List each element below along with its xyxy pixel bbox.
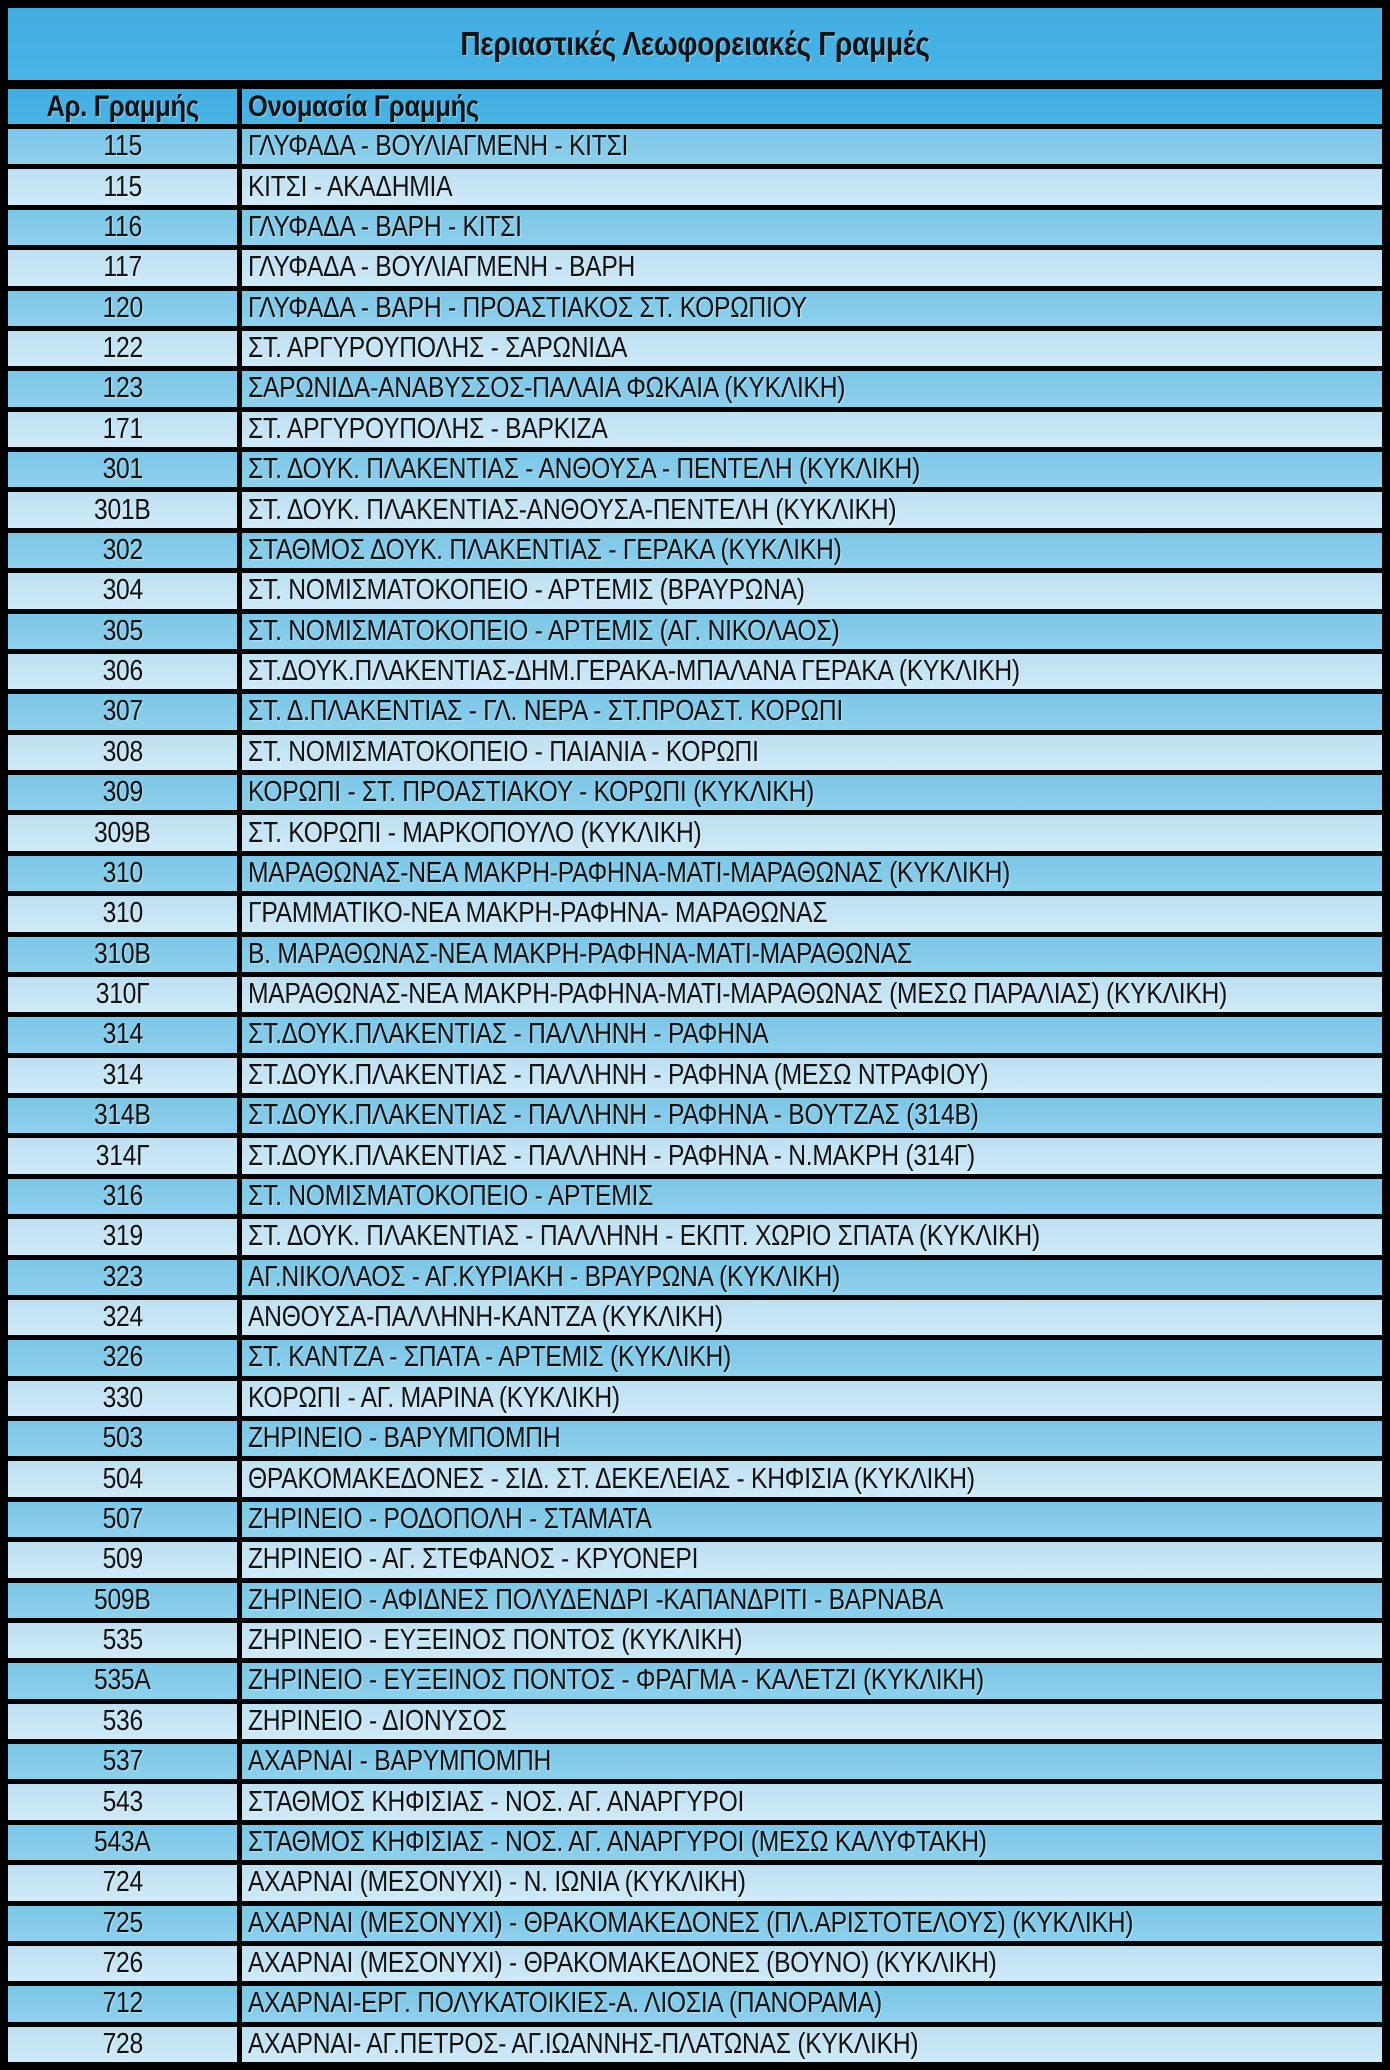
- line-number: 116: [103, 210, 142, 243]
- line-number-cell: [8, 977, 237, 1012]
- line-number: 310Β: [94, 937, 151, 970]
- line-name-cell: [242, 492, 1382, 527]
- table-row: [8, 250, 1382, 285]
- line-number-cell: [8, 1986, 237, 2021]
- line-name: ΣΤ. ΑΡΓΥΡΟΥΠΟΛΗΣ - ΣΑΡΩΝΙΔΑ: [248, 332, 628, 365]
- table-row: [8, 977, 1382, 1012]
- line-number-cell: [8, 1906, 237, 1941]
- line-number: 712: [102, 1987, 143, 2020]
- line-name: ΣΤ. ΝΟΜΙΣΜΑΤΟΚΟΠΕΙΟ - ΑΡΤΕΜΙΣ: [248, 1179, 654, 1212]
- line-name: ΑΧΑΡΝΑΙ-ΕΡΓ. ΠΟΛΥΚΑΤΟΙΚΙΕΣ-Α. ΛΙΟΣΙΑ (ΠΑΝΟΡΑΜΑ): [248, 1987, 882, 2020]
- table-body: [8, 129, 1382, 2062]
- line-number: 326: [102, 1341, 143, 1374]
- line-name-cell: [242, 291, 1382, 326]
- line-name-cell: [242, 614, 1382, 649]
- table-row: [8, 1300, 1382, 1335]
- line-number: 543Α: [94, 1825, 151, 1858]
- line-name-cell: [242, 1219, 1382, 1254]
- line-number-cell: [8, 1502, 237, 1537]
- line-name: ΣΤΑΘΜΟΣ ΔΟΥΚ. ΠΛΑΚΕΝΤΙΑΣ - ΓΕΡΑΚΑ (ΚΥΚΛΙΚΗ): [248, 533, 842, 566]
- line-name-cell: [242, 1784, 1382, 1819]
- line-number-cell: [8, 1623, 237, 1658]
- line-number: 314Γ: [95, 1139, 150, 1172]
- line-number-cell: [8, 1663, 237, 1698]
- line-name-cell: [242, 1179, 1382, 1214]
- table-row: [8, 129, 1382, 164]
- line-name: ΓΛΥΦΑΔΑ - ΒΟΥΛΙΑΓΜΕΝΗ - ΒΑΡΗ: [248, 251, 636, 284]
- line-name-cell: [242, 775, 1382, 810]
- line-name-cell: [242, 1744, 1382, 1779]
- line-name: ΑΧΑΡΝΑΙ (ΜΕΣΟΝΥΧΙ) - Ν. ΙΩΝΙΑ (ΚΥΚΛΙΚΗ): [248, 1866, 746, 1899]
- line-name: ΣΤ. ΝΟΜΙΣΜΑΤΟΚΟΠΕΙΟ - ΑΡΤΕΜΙΣ (ΑΓ. ΝΙΚΟΛΑΟΣ): [248, 614, 840, 647]
- line-name-cell: [242, 1300, 1382, 1335]
- line-number: 120: [102, 291, 143, 324]
- line-number-cell: [8, 1260, 237, 1295]
- line-name: ΣΤ. ΚΑΝΤΖΑ - ΣΠΑΤΑ - ΑΡΤΕΜΙΣ (ΚΥΚΛΙΚΗ): [248, 1341, 732, 1374]
- table-row: [8, 654, 1382, 689]
- line-number-cell: [8, 1865, 237, 1900]
- table-row: [8, 896, 1382, 931]
- line-name: ΣΤ. ΝΟΜΙΣΜΑΤΟΚΟΠΕΙΟ - ΑΡΤΕΜΙΣ (ΒΡΑΥΡΩΝΑ): [248, 574, 805, 607]
- line-name-cell: [242, 1461, 1382, 1496]
- line-name-cell: [242, 735, 1382, 770]
- line-number: 724: [102, 1866, 143, 1899]
- line-name-cell: [242, 977, 1382, 1012]
- line-number: 509: [102, 1543, 143, 1576]
- table-row: [8, 2027, 1382, 2062]
- table-row: [8, 1623, 1382, 1658]
- line-number: 314: [102, 1018, 143, 1051]
- line-number: 543: [102, 1785, 143, 1818]
- line-name: ΣΑΡΩΝΙΔΑ-ΑΝΑΒΥΣΣΟΣ-ΠΑΛΑΙΑ ΦΩΚΑΙΑ (ΚΥΚΛΙΚΗ): [248, 372, 846, 405]
- column-header-line-name: Ονομασία Γραμμής: [242, 89, 1382, 124]
- table-row: [8, 1825, 1382, 1860]
- line-name: ΣΤ. ΝΟΜΙΣΜΑΤΟΚΟΠΕΙΟ - ΠΑΙΑΝΙΑ - ΚΟΡΩΠΙ: [248, 735, 759, 768]
- line-name: ΓΡΑΜΜΑΤΙΚΟ-ΝΕΑ ΜΑΚΡΗ-ΡΑΦΗΝΑ- ΜΑΡΑΘΩΝΑΣ: [248, 897, 828, 930]
- line-number-cell: [8, 1784, 237, 1819]
- line-number-cell: [8, 1017, 237, 1052]
- table-row: [8, 291, 1382, 326]
- line-number-cell: [8, 169, 237, 204]
- line-number: 301: [102, 453, 143, 486]
- line-name: ΚΙΤΣΙ - ΑΚΑΔΗΜΙΑ: [248, 170, 453, 203]
- line-name-cell: [242, 1865, 1382, 1900]
- line-name: ΚΟΡΩΠΙ - ΑΓ. ΜΑΡΙΝΑ (ΚΥΚΛΙΚΗ): [248, 1381, 620, 1414]
- table-row: [8, 1017, 1382, 1052]
- line-number-cell: [8, 614, 237, 649]
- table-row: [8, 1663, 1382, 1698]
- line-name: ΖΗΡΙΝΕΙΟ - ΡΟΔΟΠΟΛΗ - ΣΤΑΜΑΤΑ: [248, 1502, 652, 1535]
- line-number-cell: [8, 1542, 237, 1577]
- line-name-cell: [242, 1058, 1382, 1093]
- line-name-cell: [242, 654, 1382, 689]
- line-name: ΑΧΑΡΝΑΙ (ΜΕΣΟΝΥΧΙ) - ΘΡΑΚΟΜΑΚΕΔΟΝΕΣ (ΒΟΥΝΟ) (ΚΥΚΛΙΚΗ): [248, 1947, 997, 1980]
- table-row: [8, 1098, 1382, 1133]
- line-number-cell: [8, 331, 237, 366]
- line-number-cell: [8, 1300, 237, 1335]
- line-name-cell: [242, 1825, 1382, 1860]
- line-name-cell: [242, 1017, 1382, 1052]
- table-row: [8, 1784, 1382, 1819]
- table-row: [8, 1260, 1382, 1295]
- line-number: 535: [102, 1624, 143, 1657]
- line-name-cell: [242, 1946, 1382, 1981]
- line-name: ΓΛΥΦΑΔΑ - ΒΟΥΛΙΑΓΜΕΝΗ - ΚΙΤΣΙ: [248, 130, 629, 163]
- line-number-cell: [8, 291, 237, 326]
- line-number: 117: [103, 251, 142, 284]
- line-name-cell: [242, 694, 1382, 729]
- line-number: 115: [103, 130, 142, 163]
- line-number: 537: [102, 1745, 143, 1778]
- table-row: [8, 1179, 1382, 1214]
- line-name: ΜΑΡΑΘΩΝΑΣ-ΝΕΑ ΜΑΚΡΗ-ΡΑΦΗΝΑ-ΜΑΤΙ-ΜΑΡΑΘΩΝΑΣ (ΚΥΚΛΙΚΗ): [248, 856, 1011, 889]
- line-number-cell: [8, 1421, 237, 1456]
- line-number-cell: [8, 775, 237, 810]
- table-row: [8, 694, 1382, 729]
- line-name: ΣΤ.ΔΟΥΚ.ΠΛΑΚΕΝΤΙΑΣ - ΠΑΛΛΗΝΗ - ΡΑΦΗΝΑ: [248, 1018, 769, 1051]
- table-row: [8, 1219, 1382, 1254]
- line-number-cell: [8, 533, 237, 568]
- line-name: ΓΛΥΦΑΔΑ - ΒΑΡΗ - ΠΡΟΑΣΤΙΑΚΟΣ ΣΤ. ΚΟΡΩΠΙΟΥ: [248, 291, 807, 324]
- line-name-cell: [242, 129, 1382, 164]
- line-number: 503: [102, 1422, 143, 1455]
- line-name-cell: [242, 250, 1382, 285]
- line-number-cell: [8, 856, 237, 891]
- line-number: 726: [102, 1947, 143, 1980]
- table-title-bar: [8, 8, 1382, 80]
- line-name: ΣΤ.ΔΟΥΚ.ΠΛΑΚΕΝΤΙΑΣ - ΠΑΛΛΗΝΗ - ΡΑΦΗΝΑ - Ν.ΜΑΚΡΗ (314Γ): [248, 1139, 975, 1172]
- line-name: ΖΗΡΙΝΕΙΟ - ΔΙΟΝΥΣΟΣ: [248, 1704, 507, 1737]
- line-number: 728: [102, 2027, 143, 2060]
- line-number: 305: [102, 614, 143, 647]
- table-row: [8, 1906, 1382, 1941]
- line-name-cell: [242, 856, 1382, 891]
- table-row: [8, 1340, 1382, 1375]
- line-number: 171: [102, 412, 143, 445]
- line-number-cell: [8, 492, 237, 527]
- line-number: 310Γ: [95, 978, 150, 1011]
- table-row: [8, 614, 1382, 649]
- page-title: Περιαστικές Λεωφορειακές Γραμμές: [460, 25, 930, 62]
- line-name: ΖΗΡΙΝΕΙΟ - ΑΦΙΔΝΕΣ ΠΟΛΥΔΕΝΔΡΙ -ΚΑΠΑΝΔΡΙΤΙ - ΒΑΡΝΑΒΑ: [248, 1583, 944, 1616]
- line-name-cell: [242, 452, 1382, 487]
- line-number: 123: [102, 372, 143, 405]
- table-row: [8, 937, 1382, 972]
- line-number: 306: [102, 655, 143, 688]
- line-name: ΜΑΡΑΘΩΝΑΣ-ΝΕΑ ΜΑΚΡΗ-ΡΑΦΗΝΑ-ΜΑΤΙ-ΜΑΡΑΘΩΝΑΣ (ΜΕΣΩ ΠΑΡΑΛΙΑΣ) (ΚΥΚΛΙΚΗ): [248, 978, 1228, 1011]
- line-number-cell: [8, 1340, 237, 1375]
- table-row: [8, 1461, 1382, 1496]
- line-name: ΑΓ.ΝΙΚΟΛΑΟΣ - ΑΓ.ΚΥΡΙΑΚΗ - ΒΡΑΥΡΩΝΑ (ΚΥΚΛΙΚΗ): [248, 1260, 841, 1293]
- line-name-cell: [242, 1583, 1382, 1618]
- line-number: 316: [102, 1179, 143, 1212]
- line-number-cell: [8, 1381, 237, 1416]
- line-name-cell: [242, 1502, 1382, 1537]
- line-name-cell: [242, 1623, 1382, 1658]
- table-row: [8, 533, 1382, 568]
- line-name-cell: [242, 412, 1382, 447]
- line-number-cell: [8, 1461, 237, 1496]
- line-name-cell: [242, 1098, 1382, 1133]
- table-row: [8, 169, 1382, 204]
- line-name-cell: [242, 371, 1382, 406]
- table-row: [8, 1058, 1382, 1093]
- line-number-cell: [8, 937, 237, 972]
- table-row: [8, 573, 1382, 608]
- line-name-cell: [242, 533, 1382, 568]
- line-name-cell: [242, 1704, 1382, 1739]
- line-number-cell: [8, 129, 237, 164]
- column-header-line-number: Αρ. Γραμμής: [8, 89, 237, 124]
- line-number: 507: [102, 1502, 143, 1535]
- table-row: [8, 1421, 1382, 1456]
- line-name: ΖΗΡΙΝΕΙΟ - ΒΑΡΥΜΠΟΜΠΗ: [248, 1422, 561, 1455]
- line-name: ΑΧΑΡΝΑΙ (ΜΕΣΟΝΥΧΙ) - ΘΡΑΚΟΜΑΚΕΔΟΝΕΣ (ΠΛ.ΑΡΙΣΤΟΤΕΛΟΥΣ) (ΚΥΚΛΙΚΗ): [248, 1906, 1134, 1939]
- line-number-cell: [8, 210, 237, 245]
- line-number: 314: [102, 1058, 143, 1091]
- table-row: [8, 371, 1382, 406]
- line-name-cell: [242, 1260, 1382, 1295]
- line-number: 319: [102, 1220, 143, 1253]
- table-row: [8, 1583, 1382, 1618]
- line-name: ΣΤ. ΑΡΓΥΡΟΥΠΟΛΗΣ - ΒΑΡΚΙΖΑ: [248, 412, 608, 445]
- table-row: [8, 1502, 1382, 1537]
- line-name: ΣΤ.ΔΟΥΚ.ΠΛΑΚΕΝΤΙΑΣ - ΠΑΛΛΗΝΗ - ΡΑΦΗΝΑ (ΜΕΣΩ ΝΤΡΑΦΙΟΥ): [248, 1058, 989, 1091]
- line-name-cell: [242, 1421, 1382, 1456]
- line-name: ΓΛΥΦΑΔΑ - ΒΑΡΗ - ΚΙΤΣΙ: [248, 210, 522, 243]
- table-row: [8, 1946, 1382, 1981]
- line-number: 115: [103, 170, 142, 203]
- line-number: 330: [102, 1381, 143, 1414]
- line-number-cell: [8, 1583, 237, 1618]
- line-number-cell: [8, 815, 237, 850]
- line-name: ΖΗΡΙΝΕΙΟ - ΕΥΞΕΙΝΟΣ ΠΟΝΤΟΣ (ΚΥΚΛΙΚΗ): [248, 1624, 743, 1657]
- line-number-cell: [8, 654, 237, 689]
- table-row: [8, 1704, 1382, 1739]
- line-number: 504: [102, 1462, 143, 1495]
- line-name: ΣΤ.ΔΟΥΚ.ΠΛΑΚΕΝΤΙΑΣ - ΠΑΛΛΗΝΗ - ΡΑΦΗΝΑ - ΒΟΥΤΖΑΣ (314Β): [248, 1099, 979, 1132]
- line-name: ΣΤ.ΔΟΥΚ.ΠΛΑΚΕΝΤΙΑΣ-ΔΗΜ.ΓΕΡΑΚΑ-ΜΠΑΛΑΝΑ ΓΕΡΑΚΑ (ΚΥΚΛΙΚΗ): [248, 655, 1020, 688]
- table-header-row: [8, 89, 1382, 124]
- table-row: [8, 492, 1382, 527]
- line-number: 122: [102, 332, 143, 365]
- line-name-cell: [242, 331, 1382, 366]
- line-number: 314Β: [94, 1099, 151, 1132]
- line-name: ΣΤΑΘΜΟΣ ΚΗΦΙΣΙΑΣ - ΝΟΣ. ΑΓ. ΑΝΑΡΓΥΡΟΙ: [248, 1785, 745, 1818]
- line-number-cell: [8, 371, 237, 406]
- line-name: ΣΤ. ΔΟΥΚ. ΠΛΑΚΕΝΤΙΑΣ - ΠΑΛΛΗΝΗ - ΕΚΠΤ. ΧΩΡΙΟ ΣΠΑΤΑ (ΚΥΚΛΙΚΗ): [248, 1220, 1040, 1253]
- line-number: 509Β: [94, 1583, 151, 1616]
- table-row: [8, 735, 1382, 770]
- line-number-cell: [8, 573, 237, 608]
- table-row: [8, 210, 1382, 245]
- line-number-cell: [8, 1098, 237, 1133]
- line-number: 301Β: [94, 493, 151, 526]
- table-row: [8, 452, 1382, 487]
- line-number-cell: [8, 2027, 237, 2062]
- line-name-cell: [242, 1906, 1382, 1941]
- line-name: ΣΤ. ΚΟΡΩΠΙ - ΜΑΡΚΟΠΟΥΛΟ (ΚΥΚΛΙΚΗ): [248, 816, 702, 849]
- line-name-cell: [242, 937, 1382, 972]
- line-number-cell: [8, 1704, 237, 1739]
- line-name-cell: [242, 1542, 1382, 1577]
- line-number: 324: [102, 1301, 143, 1334]
- line-name-cell: [242, 573, 1382, 608]
- line-name-cell: [242, 2027, 1382, 2062]
- table-row: [8, 1865, 1382, 1900]
- line-name: ΑΧΑΡΝΑΙ- ΑΓ.ΠΕΤΡΟΣ- ΑΓ.ΙΩΑΝΝΗΣ-ΠΛΑΤΩΝΑΣ (ΚΥΚΛΙΚΗ): [248, 2027, 919, 2060]
- table-row: [8, 412, 1382, 447]
- line-name: ΑΝΘΟΥΣΑ-ΠΑΛΛΗΝΗ-ΚΑΝΤΖΑ (ΚΥΚΛΙΚΗ): [248, 1301, 723, 1334]
- line-number: 309Β: [94, 816, 151, 849]
- line-name: ΣΤΑΘΜΟΣ ΚΗΦΙΣΙΑΣ - ΝΟΣ. ΑΓ. ΑΝΑΡΓΥΡΟΙ (ΜΕΣΩ ΚΑΛΥΦΤΑΚΗ): [248, 1825, 987, 1858]
- line-number: 310: [102, 897, 143, 930]
- line-number: 536: [102, 1704, 143, 1737]
- table-row: [8, 1744, 1382, 1779]
- line-number-cell: [8, 1744, 237, 1779]
- line-name: Β. ΜΑΡΑΘΩΝΑΣ-ΝΕΑ ΜΑΚΡΗ-ΡΑΦΗΝΑ-ΜΑΤΙ-ΜΑΡΑΘΩΝΑΣ: [248, 937, 912, 970]
- line-number: 323: [102, 1260, 143, 1293]
- line-number-cell: [8, 452, 237, 487]
- table-row: [8, 1381, 1382, 1416]
- line-name-cell: [242, 169, 1382, 204]
- table-row: [8, 1986, 1382, 2021]
- line-number: 308: [102, 735, 143, 768]
- line-name: ΚΟΡΩΠΙ - ΣΤ. ΠΡΟΑΣΤΙΑΚΟΥ - ΚΟΡΩΠΙ (ΚΥΚΛΙΚΗ): [248, 776, 815, 809]
- line-name: ΑΧΑΡΝΑΙ - ΒΑΡΥΜΠΟΜΠΗ: [248, 1745, 552, 1778]
- line-name-cell: [242, 1138, 1382, 1173]
- line-number-cell: [8, 1219, 237, 1254]
- line-name: ΣΤ. Δ.ΠΛΑΚΕΝΤΙΑΣ - ΓΛ. ΝΕΡΑ - ΣΤ.ΠΡΟΑΣΤ. ΚΟΡΩΠΙ: [248, 695, 843, 728]
- line-number-cell: [8, 694, 237, 729]
- table-row: [8, 856, 1382, 891]
- line-number-cell: [8, 250, 237, 285]
- line-name: ΣΤ. ΔΟΥΚ. ΠΛΑΚΕΝΤΙΑΣ - ΑΝΘΟΥΣΑ - ΠΕΝΤΕΛΗ (ΚΥΚΛΙΚΗ): [248, 453, 921, 486]
- line-number: 304: [102, 574, 143, 607]
- line-number: 535Α: [94, 1664, 151, 1697]
- line-number-cell: [8, 735, 237, 770]
- line-number-cell: [8, 1138, 237, 1173]
- line-name-cell: [242, 1663, 1382, 1698]
- line-number: 309: [102, 776, 143, 809]
- line-name: ΘΡΑΚΟΜΑΚΕΔΟΝΕΣ - ΣΙΔ. ΣΤ. ΔΕΚΕΛΕΙΑΣ - ΚΗΦΙΣΙΑ (ΚΥΚΛΙΚΗ): [248, 1462, 975, 1495]
- line-number: 725: [102, 1906, 143, 1939]
- line-number-cell: [8, 1179, 237, 1214]
- line-name-cell: [242, 1340, 1382, 1375]
- line-number-cell: [8, 412, 237, 447]
- line-number: 307: [102, 695, 143, 728]
- line-name: ΖΗΡΙΝΕΙΟ - ΕΥΞΕΙΝΟΣ ΠΟΝΤΟΣ - ΦΡΑΓΜΑ - ΚΑΛΕΤΖΙ (ΚΥΚΛΙΚΗ): [248, 1664, 984, 1697]
- line-number-cell: [8, 1058, 237, 1093]
- line-name-cell: [242, 1986, 1382, 2021]
- line-name: ΣΤ. ΔΟΥΚ. ΠΛΑΚΕΝΤΙΑΣ-ΑΝΘΟΥΣΑ-ΠΕΝΤΕΛΗ (ΚΥΚΛΙΚΗ): [248, 493, 897, 526]
- line-number: 310: [102, 856, 143, 889]
- line-name: ΖΗΡΙΝΕΙΟ - ΑΓ. ΣΤΕΦΑΝΟΣ - ΚΡΥΟΝΕΡΙ: [248, 1543, 699, 1576]
- table-row: [8, 331, 1382, 366]
- line-name-cell: [242, 815, 1382, 850]
- table-row: [8, 1542, 1382, 1577]
- table-row: [8, 775, 1382, 810]
- table-row: [8, 1138, 1382, 1173]
- line-name-cell: [242, 1381, 1382, 1416]
- line-number-cell: [8, 896, 237, 931]
- line-name-cell: [242, 210, 1382, 245]
- line-number-cell: [8, 1825, 237, 1860]
- line-number: 302: [102, 533, 143, 566]
- line-name-cell: [242, 896, 1382, 931]
- line-number-cell: [8, 1946, 237, 1981]
- table-row: [8, 815, 1382, 850]
